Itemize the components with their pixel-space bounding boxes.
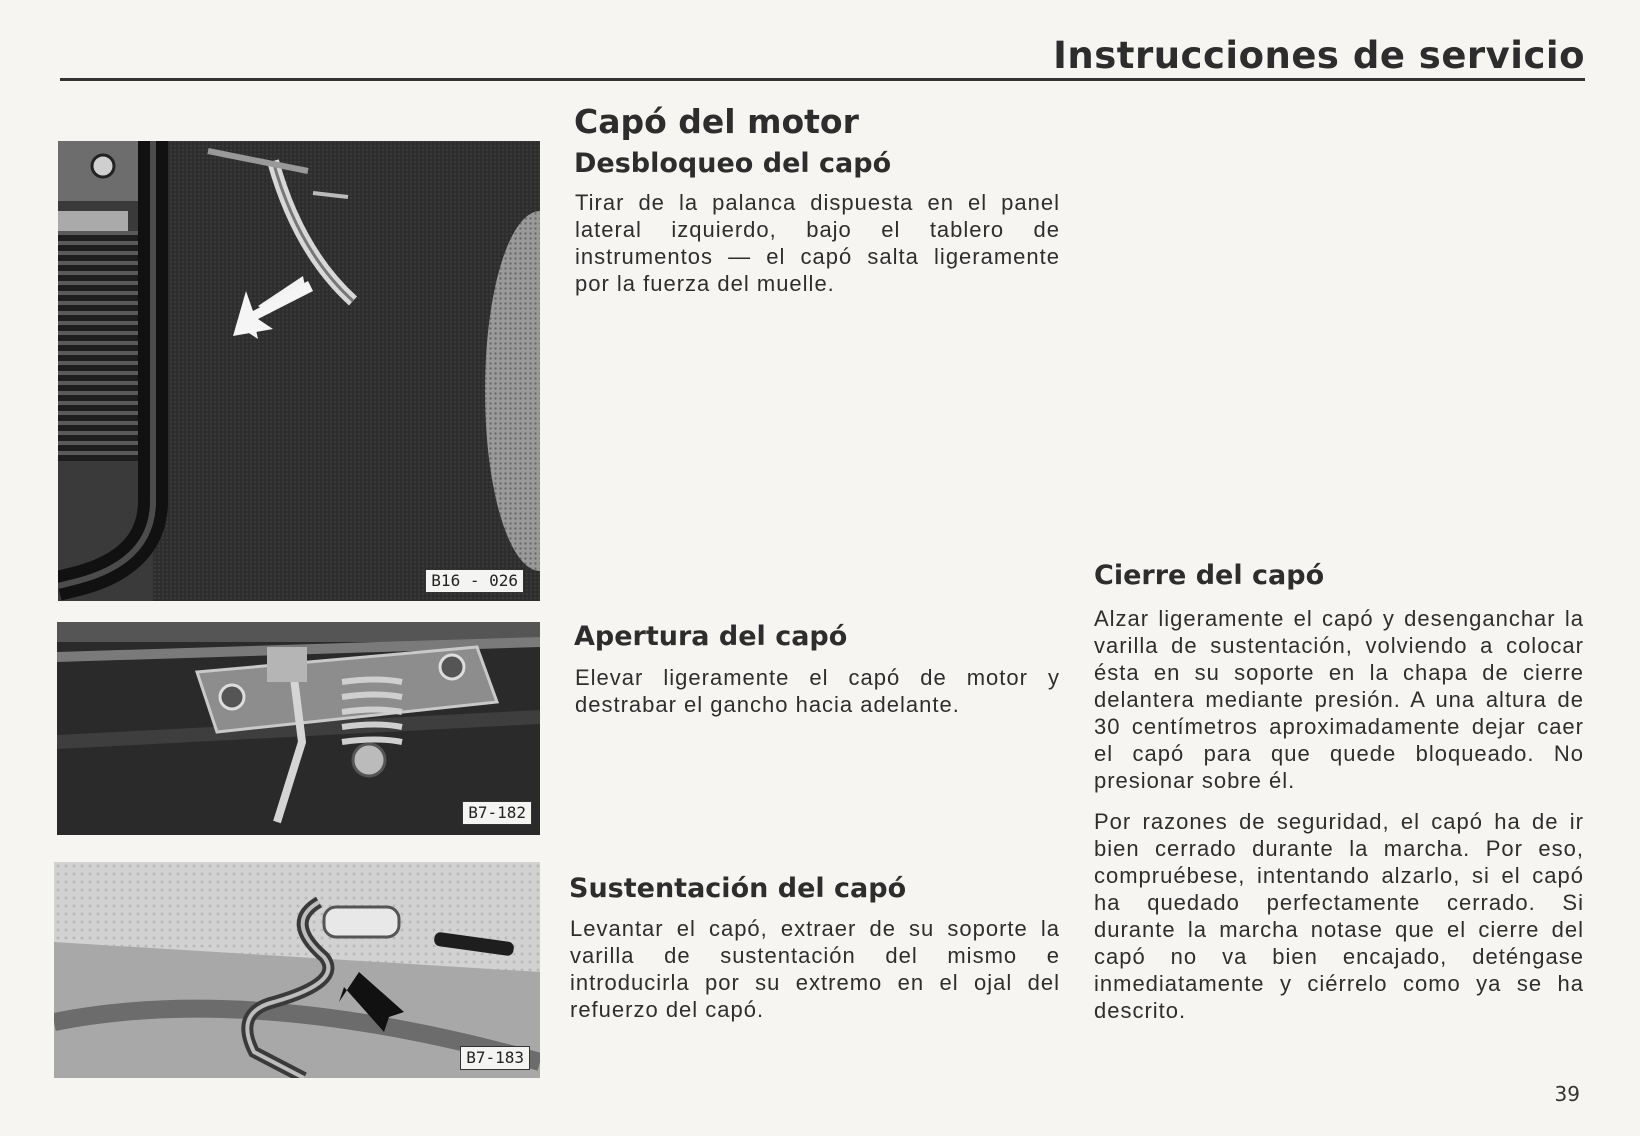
section-heading-desbloqueo: Desbloqueo del capó — [574, 148, 892, 179]
section-heading-apertura: Apertura del capó — [574, 621, 848, 652]
page-number: 39 — [1554, 1082, 1580, 1106]
section-text-cierre-2: Por razones de seguridad, el capó ha de ir bien cerrado durante la marcha. Por eso, compruébese, intentando alzarlo, si el capó ha quedado perfectamente cerrado. Si durante la marcha notase que el cierre del capó no va bien encajado, deténgase inmediatamente y ciérrelo como ya se ha descrito. — [1094, 809, 1584, 1023]
section-text-sustentacion: Levantar el capó, extraer de su soporte la varilla de sustentación del mismo e introducirla por su extremo en el ojal del refuerzo del capó. — [570, 916, 1060, 1022]
section-heading-cierre: Cierre del capó — [1094, 560, 1325, 591]
section-text-apertura: Elevar ligeramente el capó de motor y destrabar el gancho hacia adelante. — [575, 665, 1060, 717]
page-header-title: Instrucciones de servicio — [1053, 34, 1585, 77]
figure-hood-support-rod — [54, 862, 540, 1078]
section-heading-sustentacion: Sustentación del capó — [569, 873, 907, 904]
section-text-desbloqueo: Tirar de la palanca dispuesta en el panel lateral izquierdo, bajo el tablero de instrumentos — el capó salta ligeramente por la fuerza del muelle. — [575, 190, 1060, 296]
header-rule — [60, 78, 1585, 81]
dashboard-hood-release-lever-photo — [58, 141, 540, 601]
figure-code: B7-182 — [462, 801, 532, 825]
figure-hood-release-lever — [58, 141, 540, 601]
figure-code: B7-183 — [460, 1046, 530, 1070]
figure-hood-latch — [57, 622, 540, 835]
figure-code: B16 - 026 — [425, 569, 524, 593]
main-title: Capó del motor — [574, 102, 859, 141]
section-text-cierre-1: Alzar ligeramente el capó y desenganchar la varilla de sustentación, volviendo a colocar ésta en su soporte en la chapa de cierre delantera mediante presión. A una altura de 30 centímetros aproximadamente dejar caer el capó para que quede bloqueado. No presionar sobre él. — [1094, 606, 1584, 793]
